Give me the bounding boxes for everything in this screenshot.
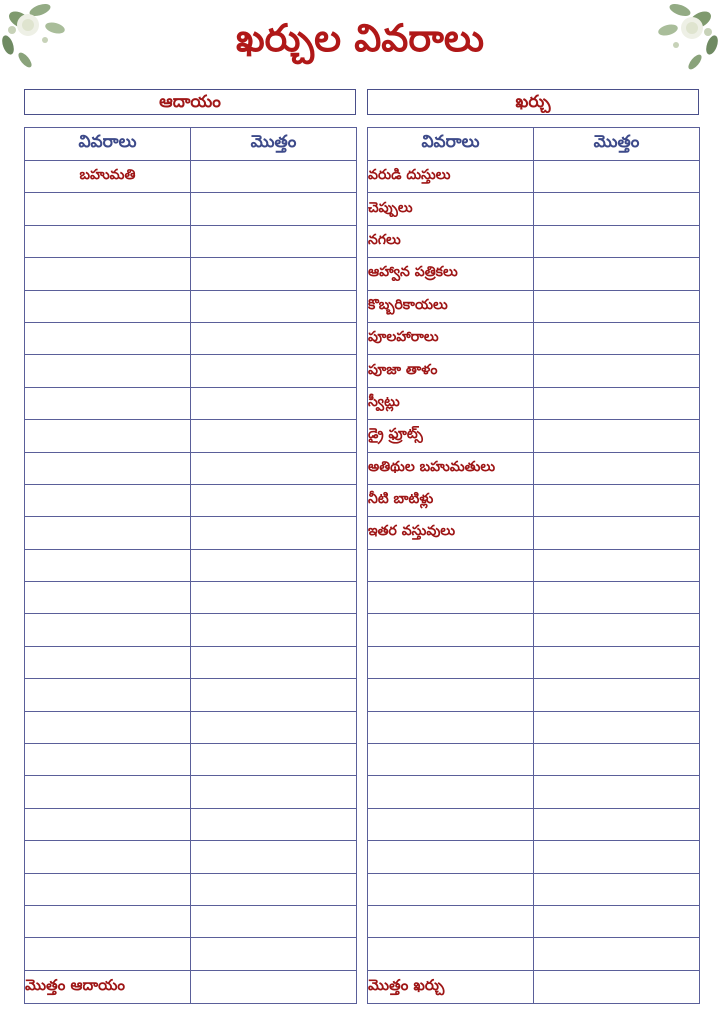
expense-row	[368, 290, 700, 322]
income-row	[25, 549, 357, 581]
income-row	[25, 614, 357, 646]
income-amount-cell[interactable]	[191, 582, 357, 614]
expense-item-cell[interactable]: ఆహ్వాన పత్రికలు	[368, 258, 534, 290]
expense-row	[368, 614, 700, 646]
income-item-cell[interactable]	[25, 646, 191, 678]
expense-amount-cell[interactable]	[534, 646, 700, 678]
income-row	[25, 355, 357, 387]
income-row	[25, 841, 357, 873]
expense-item-cell[interactable]: వరుడి దుస్తులు	[368, 161, 534, 193]
income-item-cell[interactable]	[25, 938, 191, 970]
expense-amount-cell[interactable]	[534, 193, 700, 225]
income-row	[25, 905, 357, 937]
expense-item-cell[interactable]	[368, 873, 534, 905]
expense-details-header: వివరాలు	[368, 128, 534, 161]
expense-amount-cell[interactable]	[534, 322, 700, 354]
income-amount-cell[interactable]	[191, 711, 357, 743]
income-amount-cell[interactable]	[191, 290, 357, 322]
income-item-cell[interactable]	[25, 225, 191, 257]
income-item-cell[interactable]	[25, 808, 191, 840]
income-item-cell[interactable]	[25, 355, 191, 387]
expense-heading: ఖర్చు	[367, 89, 699, 115]
income-amount-cell[interactable]	[191, 841, 357, 873]
income-table	[24, 127, 357, 1004]
expense-item-cell[interactable]	[368, 841, 534, 873]
income-row	[25, 225, 357, 257]
expense-amount-cell[interactable]	[534, 420, 700, 452]
expense-row	[368, 679, 700, 711]
expense-item-cell[interactable]: నగలు	[368, 225, 534, 257]
income-amount-cell[interactable]	[191, 193, 357, 225]
expense-amount-cell[interactable]	[534, 452, 700, 484]
income-amount-cell[interactable]	[191, 517, 357, 549]
income-item-cell[interactable]	[25, 711, 191, 743]
income-item-cell[interactable]	[25, 258, 191, 290]
expense-row	[368, 258, 700, 290]
expense-total-row	[368, 970, 700, 1003]
income-row	[25, 484, 357, 516]
income-item-cell[interactable]	[25, 387, 191, 419]
expense-row	[368, 452, 700, 484]
income-amount-cell[interactable]	[191, 873, 357, 905]
expense-item-cell[interactable]: ఇతర వస్తువులు	[368, 517, 534, 549]
income-amount-cell[interactable]	[191, 808, 357, 840]
income-item-cell[interactable]: బహుమతి	[25, 161, 191, 193]
expense-row	[368, 193, 700, 225]
income-amount-cell[interactable]	[191, 420, 357, 452]
expense-amount-cell[interactable]	[534, 679, 700, 711]
expense-row	[368, 549, 700, 581]
expense-row	[368, 355, 700, 387]
income-amount-cell[interactable]	[191, 744, 357, 776]
expense-row	[368, 646, 700, 678]
income-amount-cell[interactable]	[191, 484, 357, 516]
income-amount-cell[interactable]	[191, 452, 357, 484]
page-title: ఖర్చుల వివరాలు	[235, 15, 485, 60]
income-row	[25, 776, 357, 808]
expense-item-cell[interactable]	[368, 582, 534, 614]
expense-amount-cell[interactable]	[534, 161, 700, 193]
income-row	[25, 161, 357, 193]
expense-row	[368, 161, 700, 193]
income-details-header: వివరాలు	[25, 128, 191, 161]
income-item-cell[interactable]	[25, 873, 191, 905]
expense-item-cell[interactable]: పూలహారాలు	[368, 322, 534, 354]
income-row	[25, 938, 357, 970]
expense-item-cell[interactable]	[368, 905, 534, 937]
expense-row	[368, 905, 700, 937]
income-item-cell[interactable]	[25, 679, 191, 711]
income-item-cell[interactable]	[25, 549, 191, 581]
income-row	[25, 193, 357, 225]
income-row	[25, 290, 357, 322]
income-total-label: మొత్తం ఆదాయం	[25, 970, 191, 1003]
expense-item-cell[interactable]: పూజా తాళం	[368, 355, 534, 387]
income-item-cell[interactable]	[25, 905, 191, 937]
expense-item-cell[interactable]	[368, 744, 534, 776]
income-amount-cell[interactable]	[191, 614, 357, 646]
income-row	[25, 744, 357, 776]
expense-amount-cell[interactable]	[534, 355, 700, 387]
expense-row	[368, 484, 700, 516]
expense-item-cell[interactable]	[368, 614, 534, 646]
expense-item-cell[interactable]	[368, 711, 534, 743]
income-row	[25, 582, 357, 614]
expense-amount-cell[interactable]	[534, 744, 700, 776]
income-item-cell[interactable]	[25, 744, 191, 776]
expense-item-cell[interactable]	[368, 646, 534, 678]
expense-row	[368, 808, 700, 840]
income-item-cell[interactable]	[25, 582, 191, 614]
income-row	[25, 679, 357, 711]
expense-amount-cell[interactable]	[534, 582, 700, 614]
income-amount-cell[interactable]	[191, 322, 357, 354]
expense-row	[368, 938, 700, 970]
income-row	[25, 452, 357, 484]
expense-amount-cell[interactable]	[534, 614, 700, 646]
expense-row	[368, 387, 700, 419]
income-item-cell[interactable]	[25, 322, 191, 354]
expense-amount-cell[interactable]	[534, 290, 700, 322]
expense-row	[368, 744, 700, 776]
income-amount-cell[interactable]	[191, 355, 357, 387]
expense-amount-cell[interactable]	[534, 808, 700, 840]
income-row	[25, 387, 357, 419]
expense-row	[368, 841, 700, 873]
income-row	[25, 873, 357, 905]
income-row	[25, 711, 357, 743]
income-amount-header: మొత్తం	[191, 128, 357, 161]
expense-amount-cell[interactable]	[534, 258, 700, 290]
expense-table	[367, 127, 700, 1004]
expense-row	[368, 225, 700, 257]
income-item-cell[interactable]	[25, 193, 191, 225]
expense-amount-cell[interactable]	[534, 776, 700, 808]
expense-amount-cell[interactable]	[534, 873, 700, 905]
income-item-cell[interactable]	[25, 420, 191, 452]
income-item-cell[interactable]	[25, 452, 191, 484]
income-row	[25, 322, 357, 354]
expense-row	[368, 582, 700, 614]
income-amount-cell[interactable]	[191, 776, 357, 808]
income-amount-cell[interactable]	[191, 549, 357, 581]
expense-amount-cell[interactable]	[534, 225, 700, 257]
expense-item-cell[interactable]	[368, 549, 534, 581]
income-row	[25, 808, 357, 840]
expense-row	[368, 420, 700, 452]
income-amount-cell[interactable]	[191, 646, 357, 678]
income-amount-cell[interactable]	[191, 161, 357, 193]
expense-row	[368, 711, 700, 743]
expense-total-label: మొత్తం ఖర్చు	[368, 970, 534, 1003]
income-amount-cell[interactable]	[191, 225, 357, 257]
expense-item-cell[interactable]: నీటి బాటిళ్లు	[368, 484, 534, 516]
expense-amount-cell[interactable]	[534, 938, 700, 970]
income-total-amount-cell[interactable]	[191, 970, 357, 1003]
expense-item-cell[interactable]	[368, 679, 534, 711]
income-item-cell[interactable]	[25, 776, 191, 808]
income-amount-cell[interactable]	[191, 258, 357, 290]
income-row	[25, 517, 357, 549]
expense-amount-cell[interactable]	[534, 841, 700, 873]
expense-amount-cell[interactable]	[534, 905, 700, 937]
expense-item-cell[interactable]: అతిథుల బహుమతులు	[368, 452, 534, 484]
expense-amount-cell[interactable]	[534, 517, 700, 549]
expense-amount-cell[interactable]	[534, 484, 700, 516]
income-amount-cell[interactable]	[191, 905, 357, 937]
income-item-cell[interactable]	[25, 614, 191, 646]
income-item-cell[interactable]	[25, 841, 191, 873]
expense-item-cell[interactable]	[368, 808, 534, 840]
income-item-cell[interactable]	[25, 517, 191, 549]
expense-row	[368, 517, 700, 549]
income-row	[25, 420, 357, 452]
expense-item-cell[interactable]: స్వీట్లు	[368, 387, 534, 419]
income-amount-cell[interactable]	[191, 938, 357, 970]
income-row	[25, 258, 357, 290]
income-amount-cell[interactable]	[191, 387, 357, 419]
expense-item-cell[interactable]: కొబ్బరికాయలు	[368, 290, 534, 322]
income-total-row	[25, 970, 357, 1003]
expense-item-cell[interactable]	[368, 776, 534, 808]
expense-row	[368, 322, 700, 354]
expense-item-cell[interactable]: చెప్పులు	[368, 193, 534, 225]
income-amount-cell[interactable]	[191, 679, 357, 711]
expense-row	[368, 873, 700, 905]
income-item-cell[interactable]	[25, 484, 191, 516]
expense-amount-header: మొత్తం	[534, 128, 700, 161]
income-item-cell[interactable]	[25, 290, 191, 322]
expense-amount-cell[interactable]	[534, 387, 700, 419]
expense-total-amount-cell[interactable]	[534, 970, 700, 1003]
expense-amount-cell[interactable]	[534, 549, 700, 581]
expense-amount-cell[interactable]	[534, 711, 700, 743]
income-row	[25, 646, 357, 678]
expense-row	[368, 776, 700, 808]
income-heading: ఆదాయం	[24, 89, 356, 115]
expense-item-cell[interactable]	[368, 938, 534, 970]
expense-item-cell[interactable]: డ్రై ఫ్రూట్స్	[368, 420, 534, 452]
